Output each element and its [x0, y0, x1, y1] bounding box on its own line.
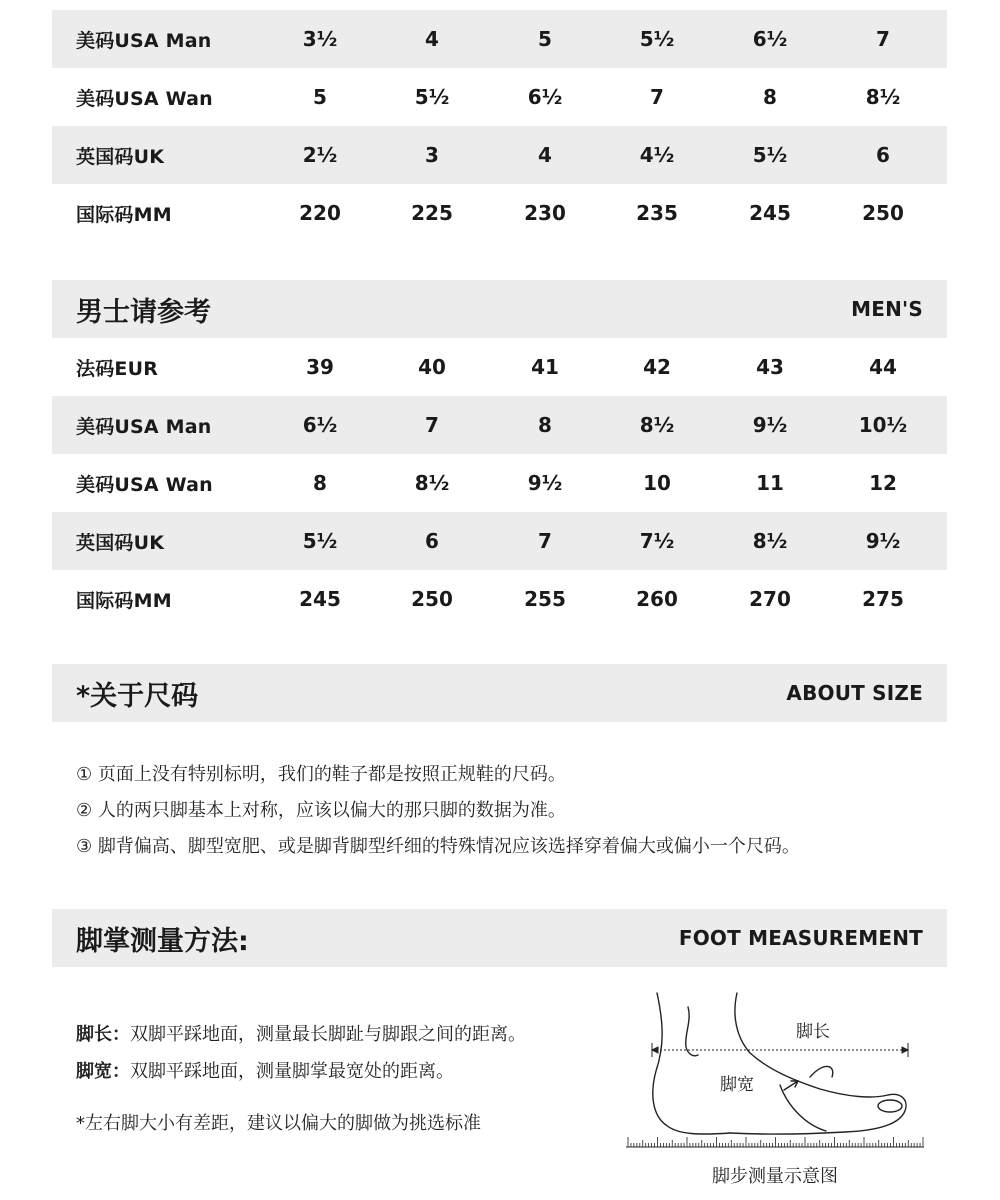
- about-notes: [76, 757, 800, 865]
- women-row: [52, 126, 947, 184]
- men-size-cell: 8½: [752, 529, 788, 553]
- men-size-cell: 8½: [414, 471, 450, 495]
- women-size-cell: 6½: [527, 85, 563, 109]
- foot-outline-instep: [730, 993, 906, 1134]
- men-row-label: 法码EUR: [76, 357, 159, 380]
- women-size-cell: 3: [425, 143, 439, 167]
- men-size-cell: 270: [749, 587, 791, 611]
- women-row: [52, 184, 947, 242]
- women-size-cell: 5½: [752, 143, 788, 167]
- men-size-cell: 10½: [858, 413, 908, 437]
- men-row: [52, 396, 947, 454]
- men-size-cell: 260: [636, 587, 678, 611]
- men-size-cell: 6: [425, 529, 439, 553]
- men-row: [52, 454, 947, 512]
- women-size-cell: 225: [411, 201, 453, 225]
- women-size-cell: 220: [299, 201, 341, 225]
- foot-length-term: 脚长：: [76, 1024, 130, 1045]
- women-size-cell: 7: [650, 85, 664, 109]
- men-size-cell: 8: [313, 471, 327, 495]
- diagram-caption: 脚步测量示意图: [712, 1166, 838, 1187]
- men-size-cell: 44: [869, 355, 897, 379]
- women-size-cell: 7: [876, 27, 890, 51]
- men-size-cell: 43: [756, 355, 784, 379]
- foot-section-header: [52, 909, 947, 967]
- women-row-label: 美码USA Wan: [76, 87, 213, 110]
- men-row: [52, 512, 947, 570]
- about-section-title-en: ABOUT SIZE: [786, 681, 923, 705]
- men-size-cell: 7½: [639, 529, 675, 553]
- about-note-1: ① 页面上没有特别标明，我们的鞋子都是按照正规鞋的尺码。: [76, 764, 566, 785]
- foot-section-title: 脚掌测量方法:: [76, 925, 249, 957]
- men-section-header: [52, 280, 947, 338]
- men-size-cell: 41: [531, 355, 559, 379]
- men-size-cell: 8½: [639, 413, 675, 437]
- men-section-title-en: MEN'S: [851, 297, 923, 321]
- men-size-cell: 9½: [865, 529, 901, 553]
- men-row: [52, 570, 947, 628]
- men-size-cell: 40: [418, 355, 446, 379]
- diagram-width-label: 脚宽: [720, 1075, 754, 1095]
- women-size-cell: 6: [876, 143, 890, 167]
- men-size-cell: 11: [756, 471, 784, 495]
- foot-diagram: [620, 985, 930, 1160]
- men-size-cell: 8: [538, 413, 552, 437]
- men-size-cell: 6½: [302, 413, 338, 437]
- men-size-cell: 9½: [752, 413, 788, 437]
- men-size-cell: 250: [411, 587, 453, 611]
- women-size-cell: 6½: [752, 27, 788, 51]
- men-size-cell: 5½: [302, 529, 338, 553]
- men-row-label: 国际码MM: [76, 589, 172, 612]
- men-size-table: [52, 338, 947, 628]
- women-size-cell: 3½: [302, 27, 338, 51]
- men-row-label: 英国码UK: [76, 531, 165, 554]
- women-row-label: 美码USA Man: [76, 29, 212, 52]
- women-row: [52, 68, 947, 126]
- women-size-cell: 5: [538, 27, 552, 51]
- foot-outline-heel: [653, 993, 730, 1134]
- width-loop-lower: [780, 1085, 826, 1131]
- men-size-cell: 42: [643, 355, 671, 379]
- men-size-cell: 245: [299, 587, 341, 611]
- women-size-cell: 245: [749, 201, 791, 225]
- men-size-cell: 10: [643, 471, 671, 495]
- toe-nail-shape: [878, 1100, 902, 1112]
- men-size-cell: 39: [306, 355, 334, 379]
- foot-size-tip: *左右脚大小有差距，建议以偏大的脚做为挑选标准: [76, 1113, 481, 1134]
- about-section-header: [52, 664, 947, 722]
- about-note-3: ③ 脚背偏高、脚型宽肥、或是脚背脚型纤细的特殊情况应该选择穿着偏大或偏小一个尺码。: [76, 836, 800, 857]
- men-size-cell: 9½: [527, 471, 563, 495]
- foot-section-title-en: FOOT MEASUREMENT: [678, 926, 923, 950]
- foot-width-desc: 双脚平踩地面，测量脚掌最宽处的距离。: [130, 1061, 454, 1082]
- about-section-title: *关于尺码: [76, 680, 199, 712]
- women-size-cell: 4: [425, 27, 439, 51]
- men-row: [52, 338, 947, 396]
- width-loop: [810, 1066, 833, 1077]
- women-size-cell: 4½: [639, 143, 675, 167]
- women-size-cell: 5½: [414, 85, 450, 109]
- foot-length-desc: 双脚平踩地面，测量最长脚趾与脚跟之间的距离。: [130, 1024, 526, 1045]
- men-section-title: 男士请参考: [76, 296, 211, 328]
- women-size-cell: 8: [763, 85, 777, 109]
- ankle-line: [686, 1007, 698, 1056]
- women-size-cell: 2½: [302, 143, 338, 167]
- men-row-label: 美码USA Man: [76, 415, 212, 438]
- women-size-cell: 235: [636, 201, 678, 225]
- foot-width-term: 脚宽：: [76, 1061, 130, 1082]
- men-size-cell: 275: [862, 587, 904, 611]
- foot-length-instruction: [76, 1020, 526, 1046]
- women-size-cell: 8½: [865, 85, 901, 109]
- men-row-label: 美码USA Wan: [76, 473, 213, 496]
- women-size-cell: 5½: [639, 27, 675, 51]
- women-size-cell: 4: [538, 143, 552, 167]
- women-size-table: [52, 10, 947, 242]
- women-size-cell: 250: [862, 201, 904, 225]
- men-size-cell: 12: [869, 471, 897, 495]
- men-size-cell: 7: [425, 413, 439, 437]
- women-row: [52, 10, 947, 68]
- women-size-cell: 5: [313, 85, 327, 109]
- women-row-label: 英国码UK: [76, 145, 165, 168]
- women-size-cell: 230: [524, 201, 566, 225]
- foot-width-instruction: [76, 1057, 454, 1083]
- diagram-length-label: 脚长: [796, 1022, 830, 1042]
- men-size-cell: 7: [538, 529, 552, 553]
- women-row-label: 国际码MM: [76, 203, 172, 226]
- about-note-2: ② 人的两只脚基本上对称，应该以偏大的那只脚的数据为准。: [76, 800, 566, 821]
- men-size-cell: 255: [524, 587, 566, 611]
